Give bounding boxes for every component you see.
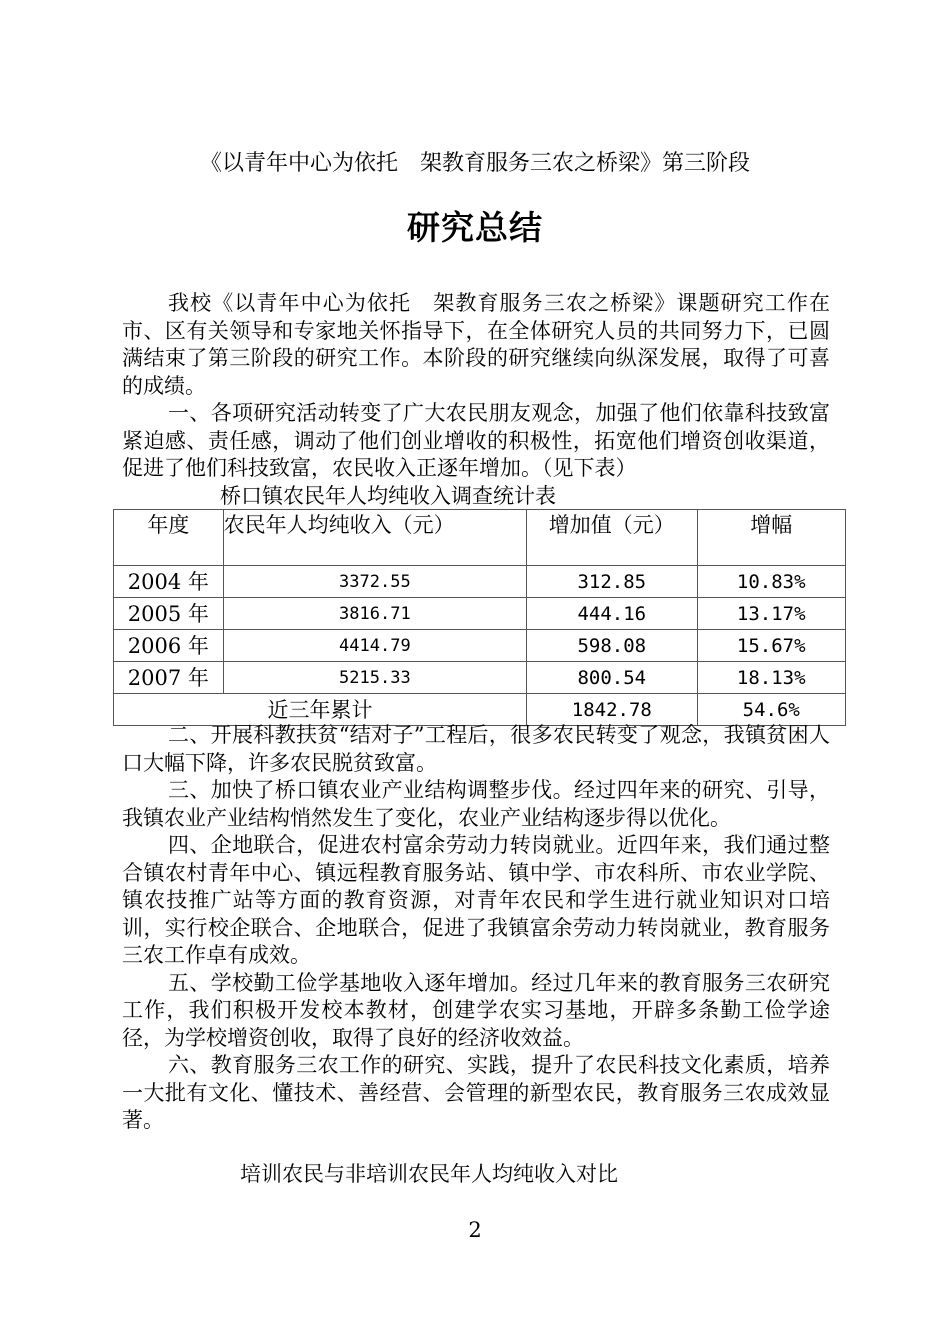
cell-year: 2007 年 [114,662,224,694]
table-row [114,566,846,598]
chart-caption: 培训农民与非培训农民年人均纯收入对比 [240,1162,618,1186]
cell-year: 2004 年 [114,566,224,598]
paragraph-intro: 我校《以青年中心为依托 架教育服务三农之桥梁》课题研究工作在市、区有关领导和专家地关怀指导下，在全体研究人员的共同努力下，已圆满结束了第三阶段的研究工作。本阶段的研究继续向纵深发展，取得了可喜的成绩。 [122,291,830,398]
table-header-row [114,510,846,566]
document-subtitle: 《以青年中心为依托 架教育服务三农之桥梁》第三阶段 [199,151,750,176]
cell-year: 2006 年 [114,630,224,662]
cell-income: 4414.79 [223,630,526,662]
header-year: 年度 [114,510,224,566]
table-total-row [114,694,846,726]
header-rate: 增幅 [697,510,846,566]
page-number: 2 [468,1218,482,1242]
cell-total-label: 近三年累计 [114,694,527,726]
cell-total-rate: 54.6% [697,694,846,726]
paragraph-four: 四、企地联合，促进农村富余劳动力转岗就业。近四年来，我们通过整合镇农村青年中心、镇远程教育服务站、镇中学、市农科所、市农业学院、镇农技推广站等方面的教育资源，对青年农民和学生进行就业知识对口培训，实行校企联合、企地联合，促进了我镇富余劳动力转岗就业，教育服务三农工作卓有成效。 [122,833,830,967]
cell-total-increase: 1842.78 [527,694,697,726]
cell-increase: 800.54 [527,662,697,694]
cell-increase: 444.16 [527,598,697,630]
cell-income: 3816.71 [223,598,526,630]
cell-income: 3372.55 [223,566,526,598]
paragraph-two: 二、开展科教扶贫“结对子”工程后，很多农民转变了观念，我镇贫困人口大幅下降，许多农民脱贫致富。 [122,723,830,775]
income-statistics-table [113,509,846,726]
findings-section [122,722,830,1135]
intro-section [122,290,830,483]
cell-year: 2005 年 [114,598,224,630]
header-increase: 增加值（元） [527,510,697,566]
cell-rate: 18.13% [697,662,846,694]
paragraph-three: 三、加快了桥口镇农业产业结构调整步伐。经过四年来的研究、引导，我镇农业产业结构悄然发生了变化，农业产业结构逐步得以优化。 [122,778,830,830]
cell-rate: 13.17% [697,598,846,630]
cell-rate: 15.67% [697,630,846,662]
header-income: 农民年人均纯收入（元） [223,510,526,566]
table-row [114,598,846,630]
cell-increase: 598.08 [527,630,697,662]
cell-increase: 312.85 [527,566,697,598]
document-title: 研究总结 [407,208,543,247]
paragraph-six: 六、教育服务三农工作的研究、实践，提升了农民科技文化素质，培养一大批有文化、懂技术、善经营、会管理的新型农民，教育服务三农成效显著。 [122,1053,830,1132]
table-title: 桥口镇农民年人均纯收入调查统计表 [220,484,556,508]
paragraph-one: 一、各项研究活动转变了广大农民朋友观念，加强了他们依靠科技致富紧迫感、责任感，调动了他们创业增收的积极性，拓宽他们增资创收渠道，促进了他们科技致富，农民收入正逐年增加。（见下表） [122,401,830,480]
cell-income: 5215.33 [223,662,526,694]
paragraph-five: 五、学校勤工俭学基地收入逐年增加。经过几年来的教育服务三农研究工作，我们积极开发校本教材，创建学农实习基地，开辟多条勤工俭学途径，为学校增资创收，取得了良好的经济收效益。 [122,970,830,1050]
table-row [114,662,846,694]
cell-rate: 10.83% [697,566,846,598]
table-row [114,630,846,662]
